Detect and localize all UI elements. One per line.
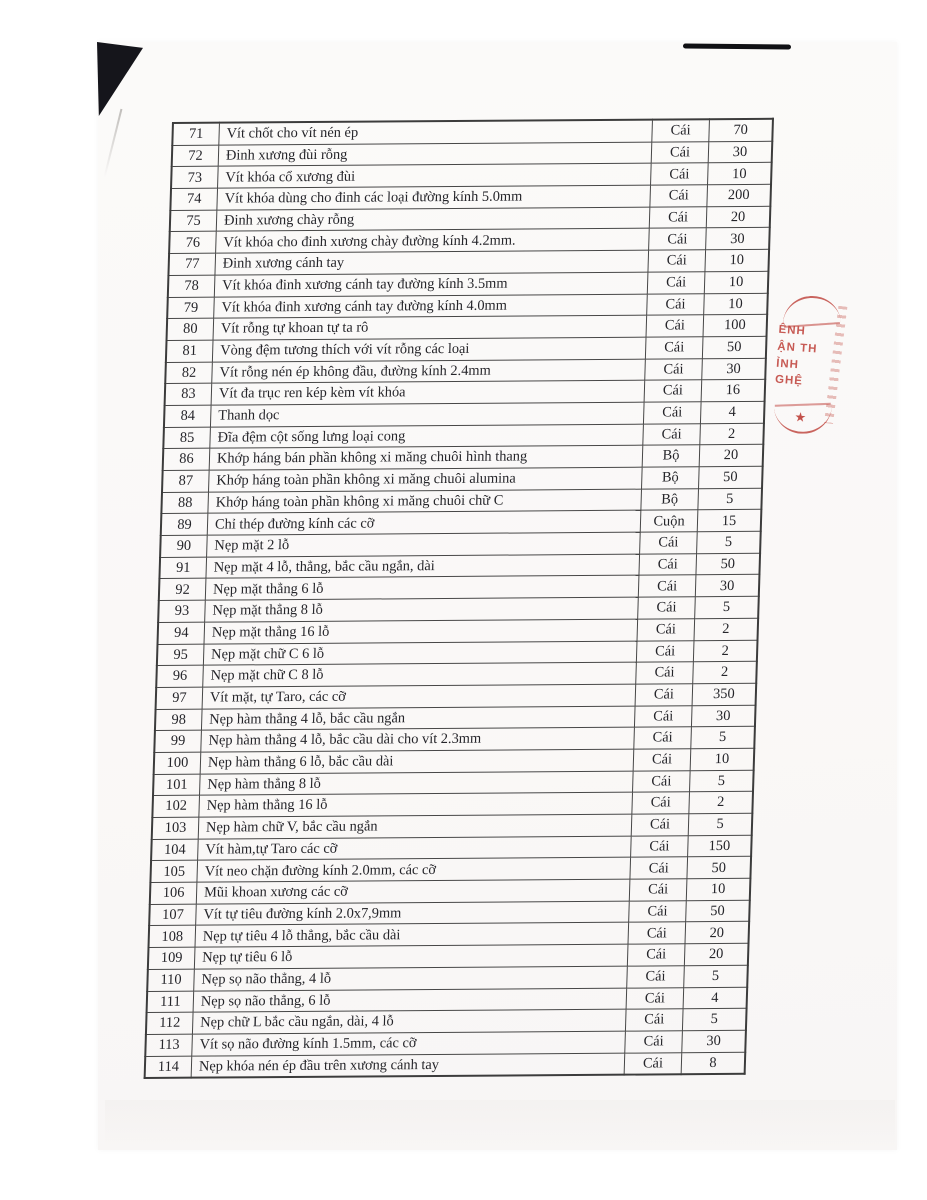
- row-number-cell: 87: [162, 470, 209, 492]
- quantity-cell: 20: [706, 206, 770, 228]
- unit-cell: Bộ: [642, 467, 700, 489]
- row-number-cell: 93: [158, 600, 205, 622]
- quantity-cell: 10: [704, 293, 768, 315]
- unit-cell: Cái: [634, 705, 692, 727]
- item-description-cell: Nẹp khóa nén ép đầu trên xương cánh tay: [191, 1053, 625, 1078]
- quantity-cell: 50: [696, 553, 760, 575]
- unit-cell: Cái: [627, 944, 685, 966]
- item-description-cell: Nẹp mặt thẳng 8 lỗ: [205, 597, 639, 622]
- item-description-cell: Vít khóa đinh xương cánh tay đường kính 4.0mm: [214, 294, 648, 319]
- row-number-cell: 101: [153, 774, 200, 796]
- quantity-cell: 20: [685, 922, 749, 944]
- unit-cell: Cuộn: [640, 510, 698, 532]
- item-description-cell: Vít mặt, tự Taro, các cỡ: [202, 684, 636, 709]
- unit-cell: Cái: [637, 619, 695, 641]
- quantity-cell: 2: [700, 423, 764, 445]
- quantity-cell: 30: [682, 1030, 746, 1052]
- quantity-cell: 30: [708, 141, 772, 163]
- unit-cell: Cái: [645, 337, 703, 359]
- unit-cell: Cái: [646, 315, 704, 337]
- unit-cell: Cái: [644, 380, 702, 402]
- row-number-cell: 111: [147, 991, 194, 1013]
- quantity-cell: 50: [686, 900, 750, 922]
- table-row: [145, 1052, 746, 1078]
- item-description-cell: Vít hàm,tự Taro các cỡ: [198, 836, 632, 861]
- unit-cell: Cái: [631, 835, 689, 857]
- item-description-cell: Đinh xương cánh tay: [215, 250, 649, 275]
- quantity-cell: 10: [704, 271, 768, 293]
- item-description-cell: Vít rỗng tự khoan tự ta rô: [213, 315, 647, 340]
- unit-cell: Cái: [648, 250, 706, 272]
- quantity-cell: 2: [689, 792, 753, 814]
- row-number-cell: 71: [172, 123, 219, 146]
- unit-cell: Cái: [629, 879, 687, 901]
- unit-cell: Cái: [635, 684, 693, 706]
- stamp-text-line: GHỆ: [774, 374, 804, 388]
- unit-cell: Cái: [627, 966, 685, 988]
- row-number-cell: 80: [167, 318, 214, 340]
- stamp-text-line: ẬN TH: [776, 340, 818, 356]
- quantity-cell: 5: [688, 813, 752, 835]
- quantity-cell: 50: [687, 857, 751, 879]
- row-number-cell: 86: [163, 448, 210, 470]
- item-description-cell: Nẹp mặt chữ C 8 lỗ: [203, 662, 637, 687]
- quantity-cell: 50: [699, 466, 763, 488]
- row-number-cell: 105: [150, 861, 197, 883]
- row-number-cell: 112: [146, 1012, 193, 1034]
- unit-cell: Cái: [630, 857, 688, 879]
- quantity-cell: 8: [681, 1052, 745, 1075]
- quantity-cell: 5: [697, 531, 761, 553]
- row-number-cell: 109: [148, 947, 195, 969]
- quantity-cell: 30: [702, 358, 766, 380]
- item-description-cell: Vít khóa cho đinh xương chày đường kính 4.2mm.: [216, 229, 650, 254]
- row-number-cell: 77: [168, 253, 215, 275]
- unit-cell: Cái: [650, 185, 708, 207]
- row-number-cell: 90: [160, 535, 207, 557]
- unit-cell: Cái: [626, 987, 684, 1009]
- row-number-cell: 81: [166, 340, 213, 362]
- unit-cell: Cái: [636, 640, 694, 662]
- row-number-cell: 73: [171, 167, 218, 189]
- row-number-cell: 104: [151, 839, 198, 861]
- item-description-cell: Đĩa đệm cột sống lưng loại cong: [210, 424, 644, 449]
- row-number-cell: 89: [161, 514, 208, 536]
- quantity-cell: 30: [695, 575, 759, 597]
- quantity-cell: 350: [692, 683, 756, 705]
- item-description-cell: Vít đa trục ren kép kèm vít khóa: [211, 380, 645, 405]
- unit-cell: Cái: [634, 727, 692, 749]
- stamp-bottom-arc: [774, 405, 833, 435]
- row-number-cell: 96: [156, 665, 203, 687]
- unit-cell: Bộ: [641, 488, 699, 510]
- quantity-cell: 2: [694, 618, 758, 640]
- item-description-cell: Nẹp tự tiêu 6 lỗ: [194, 944, 628, 969]
- quantity-cell: 10: [686, 878, 750, 900]
- row-number-cell: 78: [168, 275, 215, 297]
- row-number-cell: 114: [145, 1056, 192, 1079]
- quantity-cell: 4: [700, 401, 764, 423]
- row-number-cell: 82: [165, 362, 212, 384]
- unit-cell: Cái: [639, 553, 697, 575]
- quantity-cell: 30: [706, 228, 770, 250]
- scan-artifact-streak: [683, 44, 791, 50]
- unit-cell: Cái: [636, 662, 694, 684]
- quantity-cell: 5: [691, 727, 755, 749]
- row-number-cell: 106: [150, 882, 197, 904]
- unit-cell: Cái: [633, 770, 691, 792]
- item-description-cell: Nẹp hàm thẳng 4 lỗ, bắc cầu ngắn: [201, 706, 635, 731]
- quantity-cell: 2: [693, 640, 757, 662]
- item-description-cell: Nẹp hàm thẳng 4 lỗ, bắc cầu dài cho vít 2.3mm: [201, 727, 635, 752]
- unit-cell: Cái: [647, 272, 705, 294]
- row-number-cell: 99: [154, 730, 201, 752]
- quantity-cell: 50: [702, 336, 766, 358]
- item-description-cell: Nẹp hàm thẳng 6 lỗ, bắc cầu dài: [200, 749, 634, 774]
- stamp-star-icon: ★: [793, 409, 807, 425]
- quantity-cell: 5: [684, 965, 748, 987]
- item-description-cell: Khớp háng bán phần không xi măng chuôi hình thang: [209, 445, 643, 470]
- item-description-cell: Thanh dọc: [210, 402, 644, 427]
- row-number-cell: 98: [155, 709, 202, 731]
- quantity-cell: 10: [708, 163, 772, 185]
- row-number-cell: 79: [167, 297, 214, 319]
- item-description-cell: Nẹp chữ L bắc cầu ngắn, dài, 4 lỗ: [192, 1009, 626, 1034]
- row-number-cell: 102: [152, 795, 199, 817]
- row-number-cell: 103: [152, 817, 199, 839]
- quantity-cell: 4: [683, 987, 747, 1009]
- unit-cell: Cái: [638, 575, 696, 597]
- unit-cell: Cái: [643, 423, 701, 445]
- row-number-cell: 110: [147, 969, 194, 991]
- unit-cell: Cái: [640, 532, 698, 554]
- item-description-cell: Vít neo chặn đường kính 2.0mm, các cỡ: [197, 858, 631, 883]
- quantity-cell: 70: [709, 119, 773, 142]
- quantity-cell: 5: [695, 596, 759, 618]
- unit-cell: Cái: [651, 141, 709, 163]
- item-description-cell: Nẹp sọ não thẳng, 6 lỗ: [193, 988, 627, 1013]
- row-number-cell: 85: [163, 427, 210, 449]
- unit-cell: Cái: [647, 293, 705, 315]
- row-number-cell: 84: [164, 405, 211, 427]
- quantity-cell: 16: [701, 380, 765, 402]
- unit-cell: Bộ: [642, 445, 700, 467]
- stamp-text-line: ỈNH: [775, 357, 800, 371]
- supplies-table: [144, 118, 774, 1079]
- item-description-cell: Nẹp mặt chữ C 6 lỗ: [203, 641, 637, 666]
- item-description-cell: Vít khóa cổ xương đùi: [218, 164, 652, 189]
- quantity-cell: 200: [707, 184, 771, 206]
- item-description-cell: Vít chốt cho vít nén ép: [219, 120, 653, 145]
- unit-cell: Cái: [629, 900, 687, 922]
- item-description-cell: Nẹp hàm thẳng 16 lỗ: [199, 792, 633, 817]
- row-number-cell: 100: [154, 752, 201, 774]
- red-official-stamp: [771, 294, 847, 440]
- unit-cell: Cái: [652, 119, 710, 142]
- item-description-cell: Vít khóa dùng cho đinh các loại đường kính 5.0mm: [217, 185, 651, 210]
- unit-cell: Cái: [628, 922, 686, 944]
- item-description-cell: Nẹp hàm chữ V, bắc cầu ngắn: [198, 814, 632, 839]
- item-description-cell: Nẹp tự tiêu 4 lỗ thẳng, bắc cầu dài: [195, 923, 629, 948]
- item-description-cell: Vít tự tiêu đường kính 2.0x7,9mm: [196, 901, 630, 926]
- quantity-cell: 10: [690, 748, 754, 770]
- unit-cell: Cái: [638, 597, 696, 619]
- item-description-cell: Nẹp hàm thẳng 8 lỗ: [200, 771, 634, 796]
- item-description-cell: Nẹp mặt 4 lỗ, thẳng, bắc cầu ngắn, dài: [206, 554, 640, 579]
- unit-cell: Cái: [651, 163, 709, 185]
- row-number-cell: 75: [170, 210, 217, 232]
- quantity-cell: 5: [682, 1008, 746, 1030]
- item-description-cell: Đinh xương đùi rỗng: [218, 142, 652, 167]
- quantity-cell: 100: [703, 314, 767, 336]
- quantity-cell: 20: [684, 943, 748, 965]
- row-number-cell: 74: [170, 188, 217, 210]
- item-description-cell: Vít sọ não đường kính 1.5mm, các cỡ: [192, 1031, 626, 1056]
- unit-cell: Cái: [625, 1009, 683, 1031]
- row-number-cell: 113: [145, 1034, 192, 1056]
- quantity-cell: 150: [688, 835, 752, 857]
- row-number-cell: 107: [149, 904, 196, 926]
- unit-cell: Cái: [649, 228, 707, 250]
- item-description-cell: Khớp háng toàn phần không xi măng chuôi chữ C: [208, 489, 642, 514]
- unit-cell: Cái: [645, 358, 703, 380]
- unit-cell: Cái: [643, 402, 701, 424]
- item-description-cell: Nẹp mặt thẳng 16 lỗ: [204, 619, 638, 644]
- item-description-cell: Mũi khoan xương các cỡ: [196, 879, 630, 904]
- item-description-cell: Vòng đệm tương thích với vít rỗng các loại: [212, 337, 646, 362]
- paper-bottom-edge: [105, 1100, 895, 1150]
- quantity-cell: 20: [699, 445, 763, 467]
- item-description-cell: Nẹp mặt thẳng 6 lỗ: [205, 576, 639, 601]
- row-number-cell: 97: [156, 687, 203, 709]
- stamp-text-fragments: [774, 324, 830, 392]
- item-description-cell: Khớp háng toàn phần không xi măng chuôi alumina: [209, 467, 643, 492]
- item-description-cell: Vít rỗng nén ép không đầu, đường kính 2.4mm: [212, 359, 646, 384]
- item-description-cell: Chỉ thép đường kính các cỡ: [207, 511, 641, 536]
- row-number-cell: 76: [169, 232, 216, 254]
- row-number-cell: 92: [159, 579, 206, 601]
- unit-cell: Cái: [624, 1052, 682, 1075]
- unit-cell: Cái: [625, 1031, 683, 1053]
- unit-cell: Cái: [632, 792, 690, 814]
- row-number-cell: 108: [148, 926, 195, 948]
- row-number-cell: 94: [158, 622, 205, 644]
- stamp-text-line: ÊNH: [778, 323, 807, 338]
- quantity-cell: 10: [705, 249, 769, 271]
- quantity-cell: 5: [690, 770, 754, 792]
- item-description-cell: Vít khóa đinh xương cánh tay đường kính 3.5mm: [214, 272, 648, 297]
- row-number-cell: 72: [172, 145, 219, 167]
- row-number-cell: 91: [159, 557, 206, 579]
- unit-cell: Cái: [649, 206, 707, 228]
- unit-cell: Cái: [631, 814, 689, 836]
- row-number-cell: 88: [161, 492, 208, 514]
- quantity-cell: 2: [693, 661, 757, 683]
- item-description-cell: Đinh xương chày rỗng: [216, 207, 650, 232]
- quantity-cell: 15: [697, 510, 761, 532]
- stamp-top-arc: [781, 294, 841, 326]
- item-description-cell: Nẹp mặt 2 lỗ: [207, 532, 641, 557]
- item-description-cell: Nẹp sọ não thẳng, 4 lỗ: [194, 966, 628, 991]
- table-body: [145, 119, 773, 1078]
- row-number-cell: 95: [157, 644, 204, 666]
- row-number-cell: 83: [165, 383, 212, 405]
- quantity-cell: 5: [698, 488, 762, 510]
- quantity-cell: 30: [691, 705, 755, 727]
- unit-cell: Cái: [633, 749, 691, 771]
